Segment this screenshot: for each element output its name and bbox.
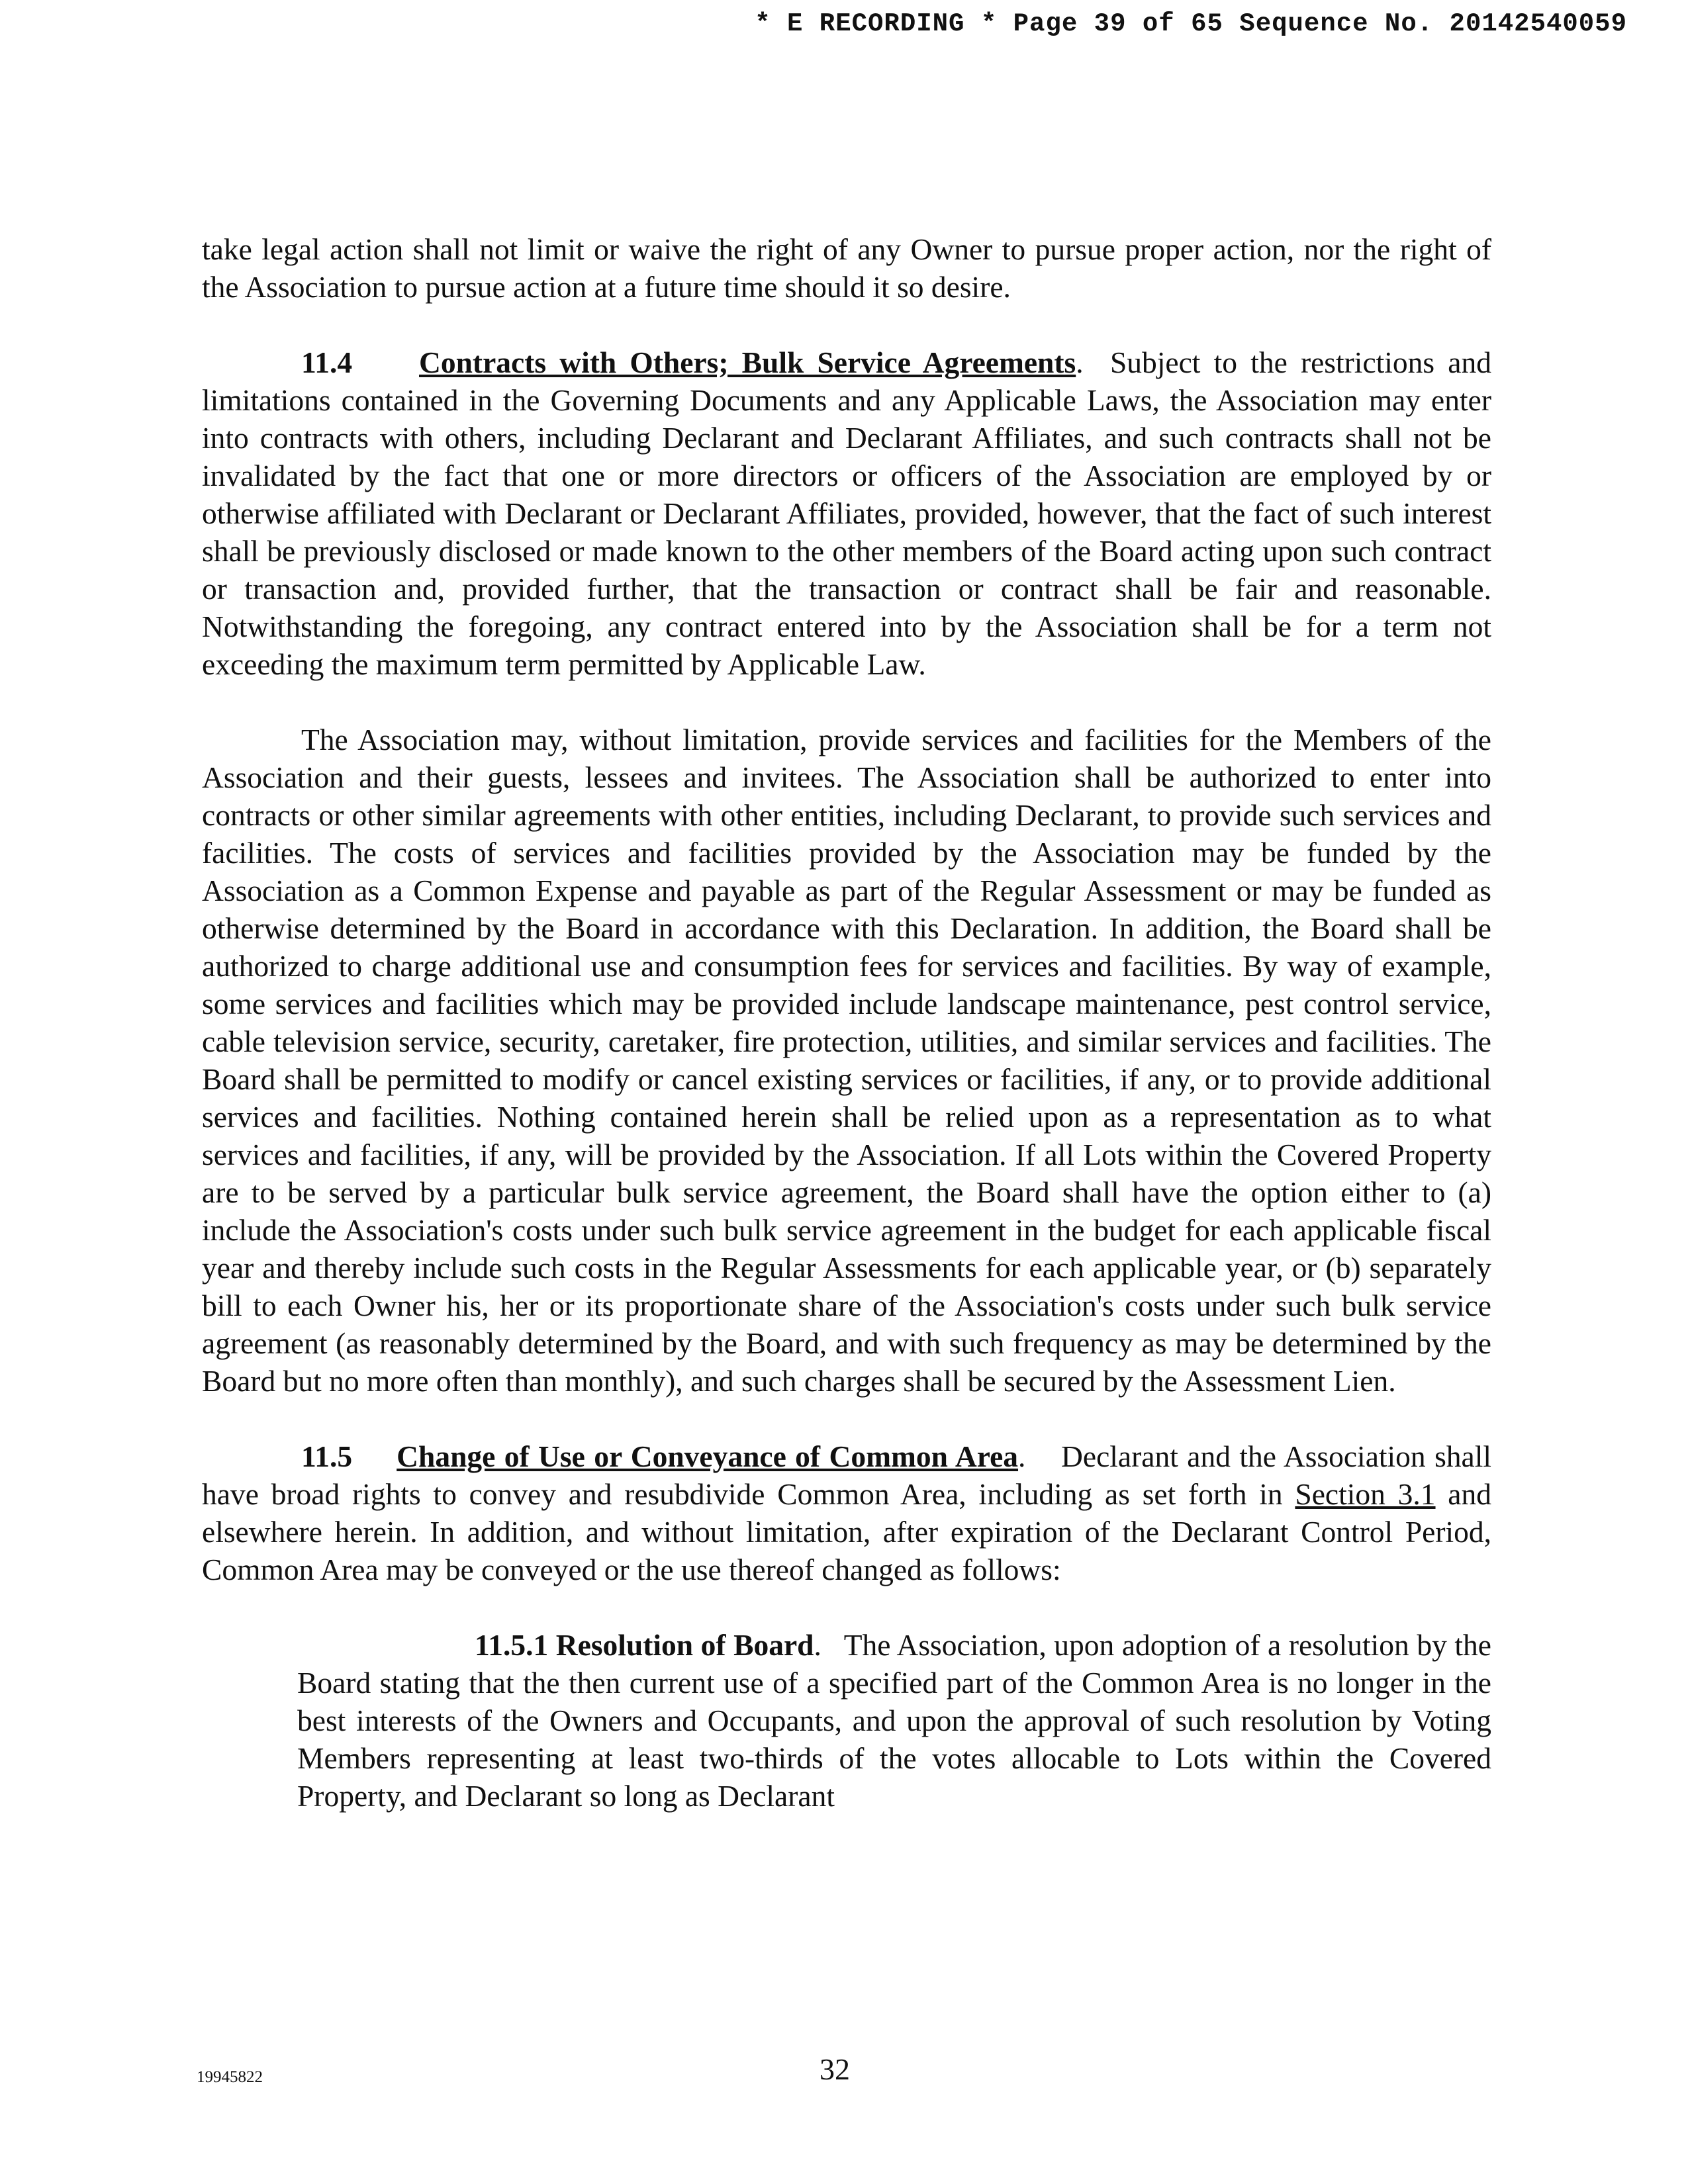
section-heading: Contracts with Others; Bulk Service Agreements (419, 345, 1076, 379)
document-id: 19945822 (197, 2068, 263, 2086)
recording-stamp: * E RECORDING * Page 39 of 65 Sequence No. 20142540059 (755, 9, 1627, 38)
section-heading: Change of Use or Conveyance of Common Area (397, 1439, 1019, 1473)
section-11-4: 11.4 Contracts with Others; Bulk Service Agreements. Subject to the restrictions and limitations contained in the Governing Documents and any Applicable Laws, the Association may enter into contracts with others, including Declarant and Declarant Affiliates, and such contracts shall not be invalidated by the fact that one or more directors or officers of the Association are employed by or otherwise affiliated with Declarant or Declarant Affiliates, provided, however, that the fact of such interest shall be previously disclosed or made known to the other members of the Board acting upon such contract or transaction and, provided further, that the transaction or contract shall be fair and reasonable. Notwithstanding the foregoing, any contract entered into by the Association shall be for a term not exceeding the maximum term permitted by Applicable Law. (202, 345, 1492, 681)
section-11-5: 11.5 Change of Use or Conveyance of Common Area. Declarant and the Association shall have broad rights to convey and resubdivide Common Area, including as set forth in Section 3.1 and elsewhere herein. In addition, and without limitation, after expiration of the Declarant Control Period, Common Area may be conveyed or the use thereof changed as follows: (202, 1439, 1492, 1586)
paragraph-services: The Association may, without limitation, provide services and facilities for the Members of the Association and their guests, lessees and invitees. The Association shall be authorized to enter into contracts or other similar agreements with other entities, including Declarant, to provide such services and facilities. The costs of services and facilities provided by the Association may be funded by the Association as a Common Expense and payable as part of the Regular Assessment or may be funded as otherwise determined by the Board in accordance with this Declaration. In addition, the Board shall be authorized to charge additional use and consumption fees for services and facilities. By way of example, some services and facilities which may be provided include landscape maintenance, pest control service, cable television service, security, caretaker, fire protection, utilities, and similar services and facilities. The Board shall be permitted to modify or cancel existing services or facilities, if any, or to provide additional services and facilities. Nothing contained herein shall be relied upon as a representation as to what services and facilities, if any, will be provided by the Association. If all Lots within the Covered Property are to be served by a particular bulk service agreement, the Board shall have the option either to (a) include the Association's costs under such bulk service agreement in the budget for each applicable fiscal year and thereby include such costs in the Regular Assessments for each applicable year, or (b) separately bill to each Owner his, her or its proportionate share of the Association's costs under such bulk service agreement (as reasonably determined by the Board, and with such frequency as may be determined by the Board but no more often than monthly), and such charges shall be secured by the Assessment Lien. (202, 723, 1491, 1398)
document-body (202, 230, 1491, 1815)
subsection-11-5-1: 11.5.1 Resolution of Board. The Association, upon adoption of a resolution by the Board stating that the then current use of a specified part of the Common Area is no longer in the best interests of the Owners and Occupants, and upon the approval of such resolution by Voting Members representing at least two-thirds of the votes allocable to Lots within the Covered Property, and Declarant so long as Declarant (297, 1628, 1491, 1813)
section-reference: Section 3.1 (1295, 1477, 1436, 1511)
section-number: 11.5 (301, 1439, 353, 1473)
section-text: and elsewhere herein. In addition, and without limitation, after expiration of the Declarant Control Period, Common Area may be conveyed or the use thereof changed as follows: (202, 1477, 1491, 1586)
subsection-text: The Association, upon adoption of a resolution by the Board stating that the then current use of a specified part of the Common Area is no longer in the best interests of the Owners and Occupants, and upon the approval of such resolution by Voting Members representing at least two-thirds of the votes allocable to Lots within the Covered Property, and Declarant so long as Declarant (297, 1628, 1491, 1813)
subsection-heading: 11.5.1 Resolution of Board (475, 1628, 814, 1662)
section-number: 11.4 (301, 345, 353, 379)
section-text: Subject to the restrictions and limitations contained in the Governing Documents and any Applicable Laws, the Association may enter into contracts with others, including Declarant and Declarant Affiliates, and such contracts shall not be invalidated by the fact that one or more directors or officers of the Association are employed by or otherwise affiliated with Declarant or Declarant Affiliates, provided, however, that the fact of such interest shall be previously disclosed or made known to the other members of the Board acting upon such contract or transaction and, provided further, that the transaction or contract shall be fair and reasonable. Notwithstanding the foregoing, any contract entered into by the Association shall be for a term not exceeding the maximum term permitted by Applicable Law. (202, 345, 1492, 681)
section-text: Declarant and the Association shall have broad rights to convey and resubdivide Common Area, including as set forth in (202, 1439, 1492, 1511)
paragraph-continuation: take legal action shall not limit or waive the right of any Owner to pursue proper action, nor the right of the Association to pursue action at a future time should it so desire. (202, 232, 1491, 304)
page-number: 32 (820, 2052, 850, 2086)
